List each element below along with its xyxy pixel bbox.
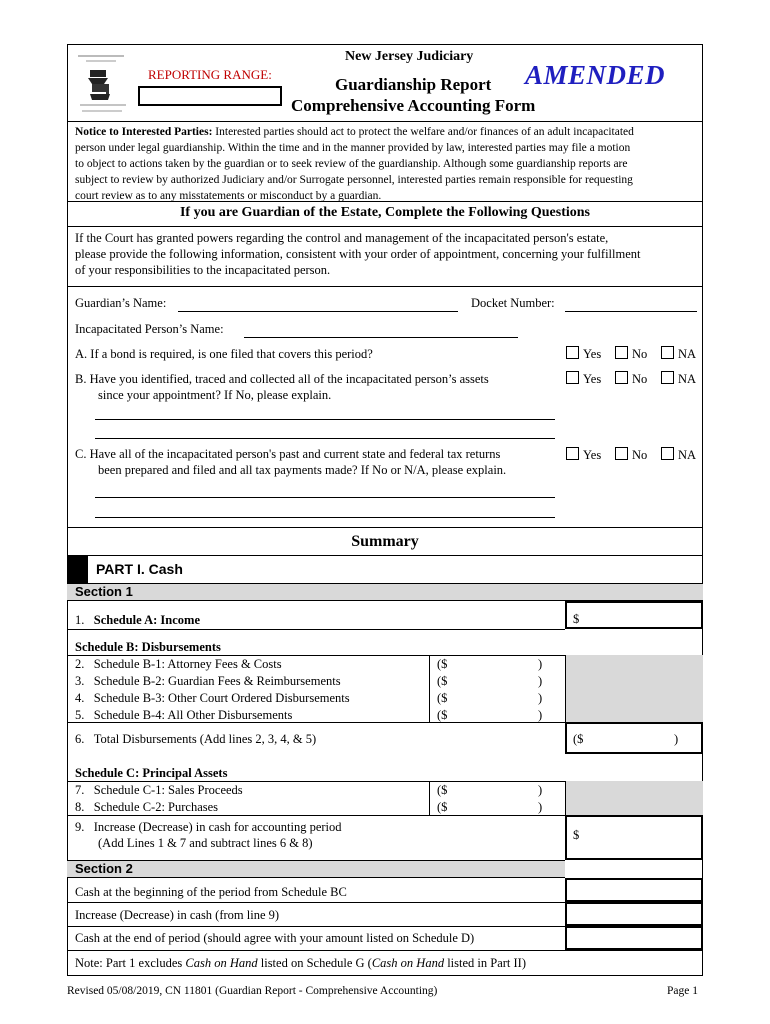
open-paren: ($ — [437, 800, 448, 814]
gray-fill-c — [565, 781, 703, 816]
line9-label-cont: (Add Lines 1 & 7 and subtract lines 6 & 8) — [98, 836, 313, 850]
docket-number-label: Docket Number: — [471, 296, 555, 310]
report-title: Guardianship Report — [335, 75, 492, 94]
notice-text — [75, 124, 700, 204]
note-emphasis: Cash on Hand — [185, 956, 258, 970]
notice-line: subject to review by authorized Judiciary and/or Surrogate personnel, interested parties remain responsible for requesting — [75, 174, 633, 186]
line-number: 9. — [75, 820, 85, 834]
guardian-name-field[interactable] — [178, 311, 458, 312]
judiciary-logo — [72, 50, 132, 120]
notice-line: to object to actions taken by the guardian or to seek review of the guardianship. Although some guardianship reports are — [75, 158, 628, 170]
line1-dollar: $ — [573, 612, 580, 626]
q-b-explain-line[interactable] — [95, 438, 555, 439]
report-subtitle: Comprehensive Accounting Form — [291, 96, 536, 115]
footer-page: Page 1 — [667, 985, 698, 997]
no-label: No — [632, 372, 648, 386]
line5-amount-field[interactable] — [437, 708, 557, 723]
section2-bar — [67, 860, 565, 878]
line-number: 3. — [75, 674, 85, 688]
open-paren: ($ — [437, 783, 448, 797]
line6-close-paren: ) — [674, 732, 679, 746]
line6-amount-field[interactable] — [565, 722, 703, 754]
checkbox[interactable] — [566, 371, 579, 384]
question-b-line2: since your appointment? If No, please explain. — [98, 388, 332, 402]
guardian-name-label: Guardian’s Name: — [75, 296, 167, 310]
line-number: 4. — [75, 691, 85, 705]
close-paren: ) — [538, 674, 543, 688]
line3 — [75, 674, 341, 689]
na-label: NA — [678, 448, 697, 462]
q-c-yes[interactable] — [566, 447, 601, 463]
checkbox[interactable] — [566, 447, 579, 460]
line4-label: Schedule B-3: Other Court Ordered Disbursements — [93, 691, 350, 705]
close-paren: ) — [538, 783, 543, 797]
checkbox[interactable] — [661, 346, 674, 359]
line9-amount-field[interactable] — [565, 815, 703, 860]
line-number: 2. — [75, 657, 85, 671]
s2-beginning-cash: Cash at the beginning of the period from Schedule BC — [75, 885, 347, 899]
q-a-na[interactable] — [661, 346, 696, 362]
question-c-line1: C. Have all of the incapacitated person's past and current state and federal tax returns — [75, 447, 501, 461]
note-text: listed in Part II) — [444, 956, 527, 970]
line7-label: Schedule C-1: Sales Proceeds — [93, 783, 243, 797]
line6 — [75, 732, 316, 747]
cash-note — [75, 956, 526, 971]
line2-label: Schedule B-1: Attorney Fees & Costs — [93, 657, 282, 671]
na-label: NA — [678, 347, 697, 361]
question-b-line1: B. Have you identified, traced and collected all of the incapacitated person’s assets — [75, 372, 489, 386]
open-paren: ($ — [437, 708, 448, 722]
s2-ending-cash-field[interactable] — [565, 926, 703, 950]
close-paren: ) — [538, 657, 543, 671]
q-b-na[interactable] — [661, 371, 696, 387]
intro-line: of your responsibilities to the incapacitated person. — [75, 263, 331, 277]
line8 — [75, 800, 218, 815]
line2-amount-field[interactable] — [437, 657, 557, 672]
q-c-explain-line[interactable] — [95, 497, 555, 498]
amended-stamp: AMENDED — [525, 60, 666, 90]
line-number: 1. — [75, 613, 85, 627]
part1-heading: PART I. Cash — [96, 561, 183, 577]
note-text: listed on Schedule G ( — [257, 956, 372, 970]
q-a-yes[interactable] — [566, 346, 601, 362]
line-number: 8. — [75, 800, 85, 814]
line1-amount-field[interactable] — [565, 601, 703, 629]
na-label: NA — [678, 372, 697, 386]
line2 — [75, 657, 282, 672]
close-paren: ) — [538, 708, 543, 722]
line8-label: Schedule C-2: Purchases — [93, 800, 219, 814]
s2-increase-cash-field[interactable] — [565, 902, 703, 926]
intro-line: If the Court has granted powers regarding the control and management of the incapacitated person's estate, — [75, 231, 609, 245]
question-c-line2: been prepared and filed and all tax payments made? If No or N/A, please explain. — [98, 463, 507, 477]
court-name: New Jersey Judiciary — [345, 49, 474, 64]
checkbox[interactable] — [661, 371, 674, 384]
ip-name-label: Incapacitated Person’s Name: — [75, 322, 224, 336]
line6-label: Total Disbursements (Add lines 2, 3, 4, & 5) — [93, 732, 317, 746]
reporting-range-label: REPORTING RANGE: — [148, 67, 272, 82]
line5-label: Schedule B-4: All Other Disbursements — [93, 708, 293, 722]
line1-label: Schedule A: Income — [93, 613, 200, 627]
line7 — [75, 783, 243, 798]
q-c-no[interactable] — [615, 447, 647, 463]
s2-ending-cash: Cash at the end of period (should agree with your amount listed on Schedule D) — [75, 931, 475, 945]
line9-dollar: $ — [573, 828, 580, 842]
q-b-explain-line[interactable] — [95, 419, 555, 420]
note-emphasis: Cash on Hand — [371, 956, 445, 970]
line-number: 6. — [75, 732, 85, 746]
no-label: No — [632, 347, 648, 361]
q-b-yes[interactable] — [566, 371, 601, 387]
part1-marker — [67, 555, 88, 583]
open-paren: ($ — [437, 691, 448, 705]
line6-open-paren: ($ — [573, 732, 584, 746]
q-c-explain-line[interactable] — [95, 517, 555, 518]
line1 — [75, 613, 200, 628]
section1-bar — [67, 583, 703, 601]
section1-heading: Section 1 — [75, 584, 133, 599]
note-text: Note: Part 1 excludes — [75, 956, 186, 970]
line8-amount-field[interactable] — [437, 800, 557, 815]
footer-revised: Revised 05/08/2019, CN 11801 (Guardian Report - Comprehensive Accounting) — [67, 985, 438, 997]
s2-increase-cash: Increase (Decrease) in cash (from line 9) — [75, 908, 280, 922]
line9 — [75, 820, 342, 835]
estate-heading: If you are Guardian of the Estate, Complete the Following Questions — [179, 205, 590, 220]
close-paren: ) — [538, 691, 543, 705]
notice-line: Interested parties should act to protect the welfare and/or finances of an adult incapacitated — [212, 126, 634, 138]
close-paren: ) — [538, 800, 543, 814]
checkbox[interactable] — [615, 447, 628, 460]
intro-line: please provide the following information, consistent with your order of appointment, concerning your fulfillment — [75, 247, 641, 261]
notice-line: court review as to any misstatements or misconduct by a guardian. — [75, 190, 382, 202]
docket-number-field[interactable] — [565, 311, 697, 312]
yes-label: Yes — [583, 448, 602, 462]
schedule-b-heading: Schedule B: Disbursements — [75, 640, 221, 654]
line5 — [75, 708, 292, 723]
schedule-c-heading: Schedule C: Principal Assets — [75, 766, 228, 780]
summary-heading: Summary — [351, 533, 419, 550]
q-c-na[interactable] — [661, 447, 696, 463]
checkbox[interactable] — [615, 371, 628, 384]
section2-heading: Section 2 — [75, 861, 133, 876]
q-b-no[interactable] — [615, 371, 647, 387]
yes-label: Yes — [583, 347, 602, 361]
line-number: 5. — [75, 708, 85, 722]
line9-label: Increase (Decrease) in cash for accounting period — [93, 820, 342, 834]
notice-line: person under legal guardianship. Within the time and in the manner provided by law, interested parties may file a motion — [75, 142, 631, 154]
checkbox[interactable] — [566, 346, 579, 359]
no-label: No — [632, 448, 648, 462]
reporting-range-input[interactable] — [138, 86, 282, 106]
line4-amount-field[interactable] — [437, 691, 557, 706]
line3-label: Schedule B-2: Guardian Fees & Reimbursements — [93, 674, 341, 688]
line7-amount-field[interactable] — [437, 783, 557, 798]
gray-fill-b — [565, 655, 703, 722]
open-paren: ($ — [437, 674, 448, 688]
checkbox[interactable] — [615, 346, 628, 359]
checkbox[interactable] — [661, 447, 674, 460]
ip-name-field[interactable] — [244, 337, 518, 338]
s2-beginning-cash-field[interactable] — [565, 878, 703, 902]
question-a: A. If a bond is required, is one filed that covers this period? — [75, 347, 373, 361]
estate-intro — [75, 230, 705, 278]
yes-label: Yes — [583, 372, 602, 386]
line4 — [75, 691, 350, 706]
line-number: 7. — [75, 783, 85, 797]
notice-lead: Notice to Interested Parties: — [75, 126, 213, 138]
open-paren: ($ — [437, 657, 448, 671]
line3-amount-field[interactable] — [437, 674, 557, 689]
q-a-no[interactable] — [615, 346, 647, 362]
